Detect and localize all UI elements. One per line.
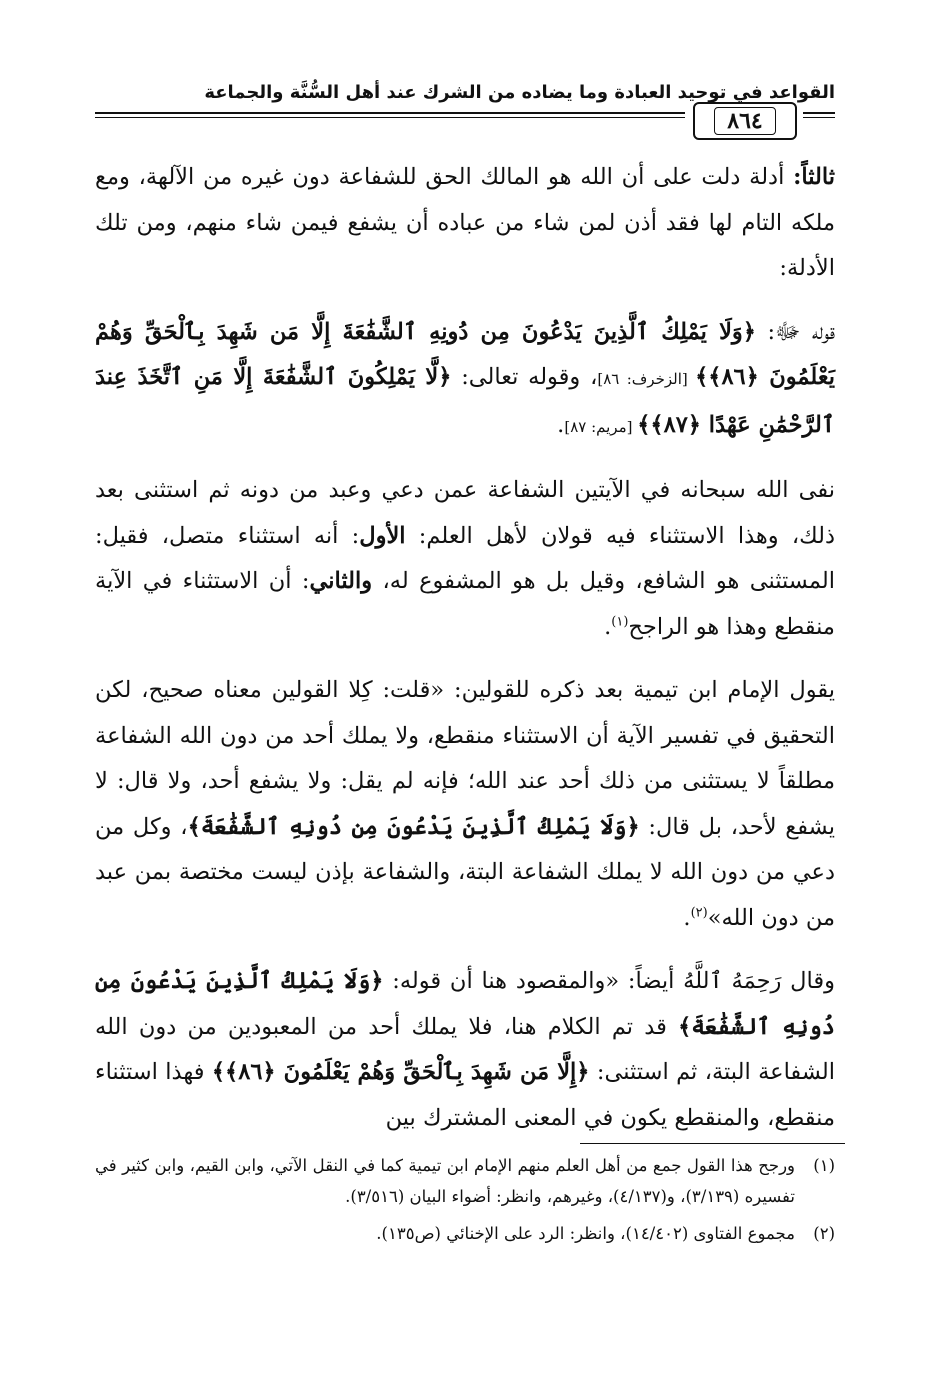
footnote-text: مجموع الفتاوى (١٤/٤٠٢)، وانظر: الرد على الإخنائي (ص١٣٥). xyxy=(376,1224,795,1243)
paragraph-2 xyxy=(95,310,835,451)
paragraph-text: . xyxy=(683,904,691,931)
footnote-separator xyxy=(580,1143,845,1144)
footnote-marker[interactable]: (٢) xyxy=(690,905,708,920)
paragraph-text: ، وكل من دعي من دون الله لا يملك الشفاعة البتة، والشفاعة بإذن ليست مختصة بمن عبد من دون الله» xyxy=(95,813,835,931)
quran-verse: ﴿وَلَا يَمْلِكُ ٱلَّذِينَ يَدْعُونَ مِن دُونِهِ ٱلشَّفَٰعَةَ﴾ xyxy=(95,968,835,1040)
quran-verse: ﴿وَلَا يَمْلِكُ ٱلَّذِينَ يَدْعُونَ مِن دُونِهِ ٱلشَّفَٰعَةَ﴾ xyxy=(187,813,640,840)
paragraph-text: يقول الإمام ابن تيمية بعد ذكره للقولين: «قلت: كِلا القولين معناه صحيح، لكن التحقيق في تفسير الآية أن الاستثناء منقطع، ولا يملك أحد من دون الله الشفاعة مطلقاً لا يستثنى من ذلك أحد عند الله؛ فإنه لم يقل: ولا يشفع أحد، ولا قال: لا يشفع لأحد، بل قال: xyxy=(95,677,835,840)
paragraph-text: . xyxy=(604,613,612,640)
main-text xyxy=(95,155,835,1159)
paragraph-text: وقال رَحِمَهُ ٱللَّهُ أيضاً: «والمقصود هنا أن قوله: xyxy=(383,968,835,994)
bold-term: والثاني xyxy=(309,568,373,594)
header-rule xyxy=(95,112,685,118)
bold-term: الأول xyxy=(359,522,406,549)
quran-verse: ﴿إِلَّا مَن شَهِدَ بِٱلْحَقِّ وَهُمْ يَعْلَمُونَ ﴿٨٦﴾﴾ xyxy=(211,1059,590,1085)
paragraph-text: : أنه استثناء متصل، فقيل: المستثنى هو الشافع، وقيل بل هو المشفوع له، xyxy=(95,522,835,594)
quran-verse: ﴿وَلَا يَمْلِكُ ٱلَّذِينَ يَدْعُونَ مِن دُونِهِ ٱلشَّفَٰعَةَ إِلَّا مَن شَهِدَ بِٱلْحَقِّ وَهُمْ يَعْلَمُونَ ﴿٨٦﴾﴾ xyxy=(95,318,835,390)
verse-reference: [مريم: ٨٧] xyxy=(564,417,638,436)
paragraph-text: فهذا استثناء منقطع، والمنقطع يكون في المعنى المشترك بين xyxy=(95,1059,835,1131)
footnote-number: (١) xyxy=(813,1156,835,1175)
verse-reference: [الزخرف: ٨٦] xyxy=(597,370,696,388)
running-header xyxy=(95,78,835,150)
quran-verse: ﴿لَّا يَمْلِكُونَ ٱلشَّفَٰعَةَ إِلَّا مَنِ ٱتَّخَذَ عِندَ ٱلرَّحْمَٰنِ عَهْدًا ﴿٨٧﴾﴾ xyxy=(95,364,835,438)
paragraph-lead: ثالثاً: xyxy=(793,164,835,190)
page-number-frame xyxy=(693,102,797,140)
footnotes xyxy=(95,1150,835,1255)
paragraph-4 xyxy=(95,668,835,941)
footnote-number: (٢) xyxy=(813,1224,835,1243)
footnote-marker[interactable]: (١) xyxy=(611,614,629,629)
paragraph-5 xyxy=(95,959,835,1141)
header-rule-right xyxy=(803,112,835,118)
paragraph-3 xyxy=(95,468,835,650)
paragraph-text: نفى الله سبحانه في الآيتين الشفاعة عمن دعي وعبد من دونه ثم استثنى بعد ذلك، وهذا الاستثناء فيه قولان لأهل العلم: xyxy=(95,477,835,549)
footnote-1 xyxy=(95,1150,835,1212)
running-title: القواعد في توحيد العبادة وما يضاده من الشرك عند أهل السُّنَّة والجماعة xyxy=(204,82,835,103)
page-number: ٨٦٤ xyxy=(714,107,775,135)
paragraph-text: قوله ﷻ: xyxy=(755,318,835,345)
footnote-text: ورجح هذا القول جمع من أهل العلم منهم الإمام ابن تيمية كما في النقل الآتي، وابن القيم، وابن كثير في تفسيره (٣/١٣٩)، و(٤/١٣٧)، وغيرهم، وانظر: أضواء البيان (٣/٥١٦). xyxy=(95,1156,795,1206)
footnote-2 xyxy=(95,1218,835,1249)
paragraph-text: أدلة دلت على أن الله هو المالك الحق للشفاعة دون غيره من الآلهة، ومع ملكه التام لها فقد أذن لمن شاء من عباده أن يشفع فيمن شاء منهم، ومن تلك الأدلة: xyxy=(95,164,835,281)
paragraph-text: : أن الاستثناء في الآية منقطع وهذا هو الراجح xyxy=(95,568,835,640)
paragraph-text: ، وقوله تعالى: xyxy=(451,364,598,390)
paragraph-text: . xyxy=(557,411,565,438)
paragraph-text: قد تم الكلام هنا، فلا يملك أحد من المعبودين من دون الله الشفاعة البتة، ثم استثنى: xyxy=(95,1013,835,1085)
paragraph-1 xyxy=(95,155,835,292)
